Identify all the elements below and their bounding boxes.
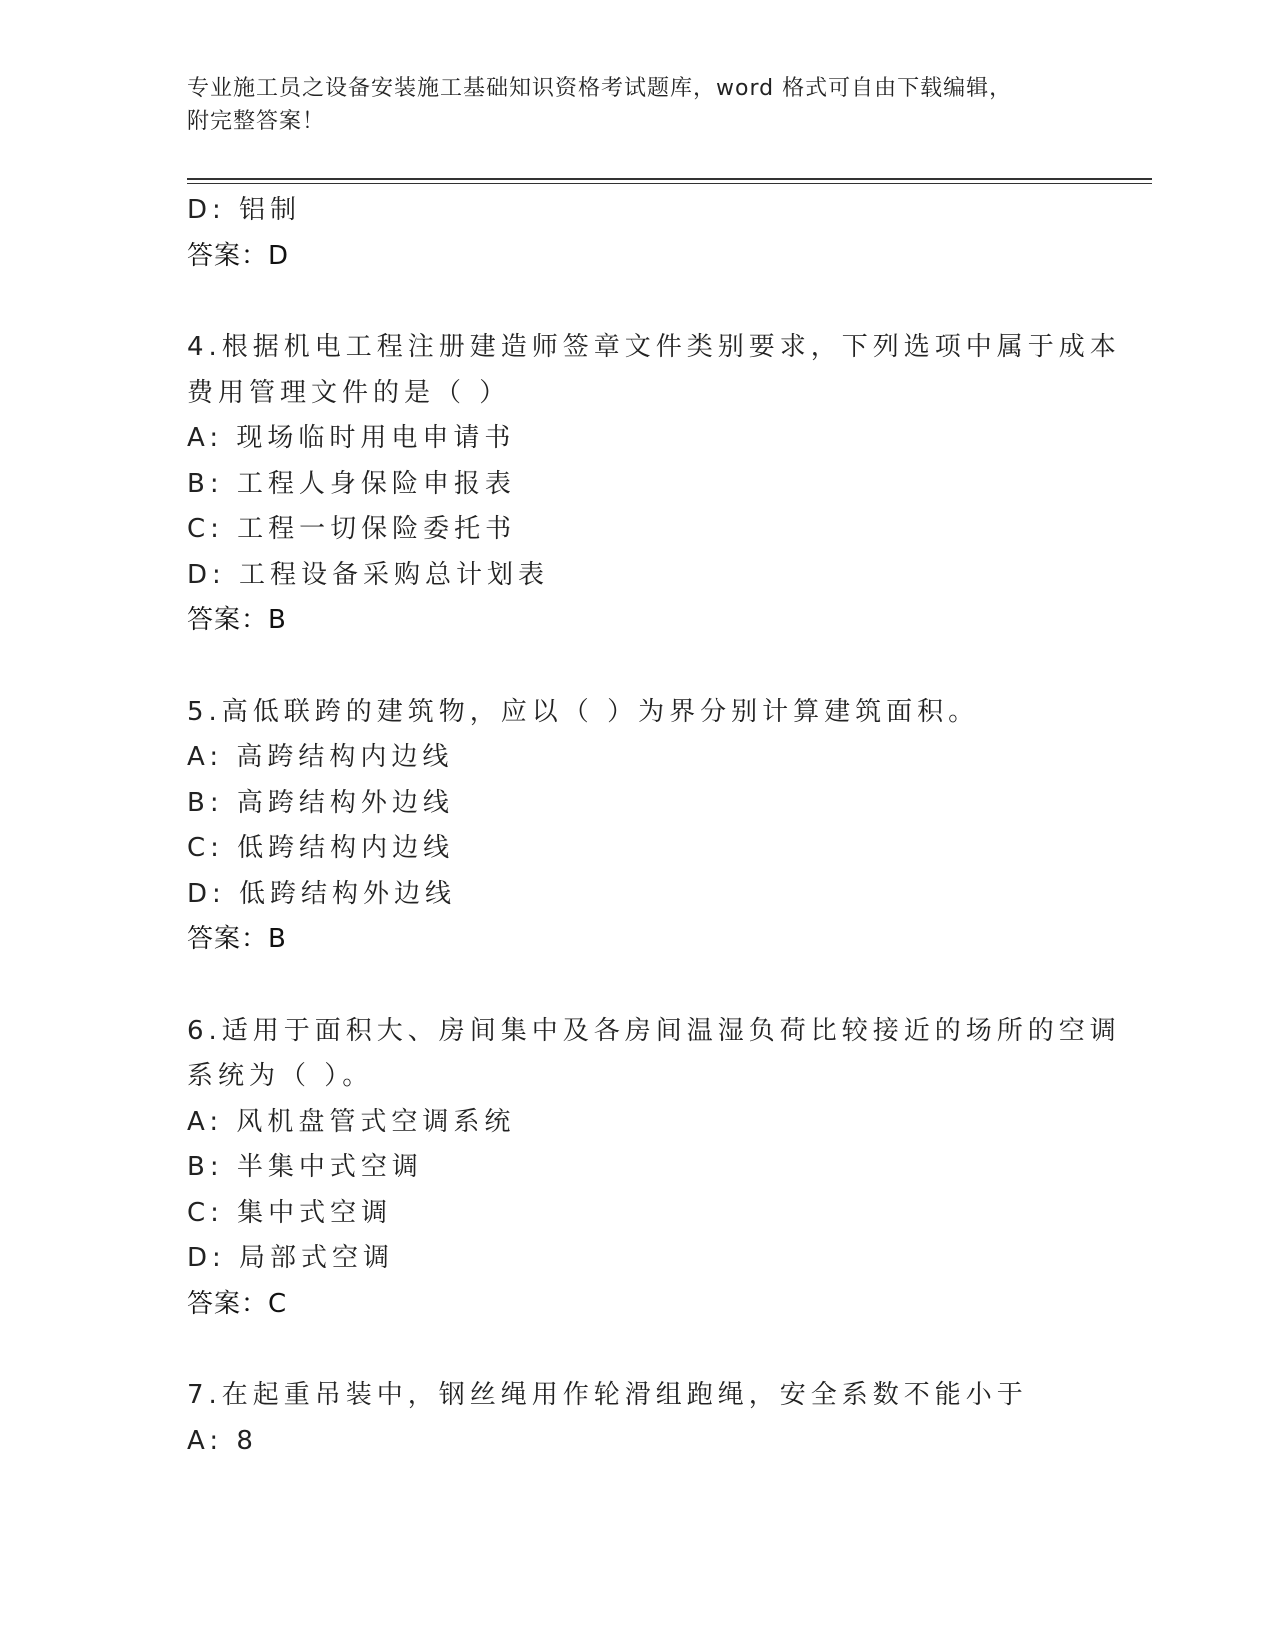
header-divider-thin — [187, 183, 1152, 184]
document-body — [187, 188, 1152, 1464]
option-a: A: 风机盘管式空调系统 — [187, 1106, 516, 1137]
option-b: B: 半集中式空调 — [187, 1152, 423, 1182]
option-c: C: 集中式空调 — [187, 1197, 393, 1228]
option-d: D: 工程设备采购总计划表 — [187, 559, 550, 590]
question-stem: 5.高低联跨的建筑物，应以（ ）为界分别计算建筑面积。 — [187, 696, 980, 727]
question-block — [187, 1373, 1152, 1464]
header-line-2: 附完整答案！ — [187, 109, 326, 134]
header-divider-thick — [187, 178, 1152, 180]
option-d: D: 铝制 — [187, 195, 302, 225]
option-d: D: 低跨结构外边线 — [187, 878, 457, 909]
option-b: B: 工程人身保险申报表 — [187, 468, 516, 499]
spacer — [187, 644, 1152, 690]
question-stem: 系统为（ ）。 — [187, 1061, 374, 1091]
option-a: A: 高跨结构内边线 — [187, 742, 454, 772]
question-block — [187, 325, 1152, 644]
question-block — [187, 690, 1152, 963]
option-c: C: 低跨结构内边线 — [187, 833, 455, 863]
question-block — [187, 1009, 1152, 1328]
option-d: D: 局部式空调 — [187, 1243, 395, 1273]
option-a: A: 8 — [187, 1425, 258, 1456]
document-header — [187, 72, 1087, 138]
answer-line: 答案：D — [187, 240, 290, 271]
question-stem: 4.根据机电工程注册建造师签章文件类别要求，下列选项中属于成本 — [187, 332, 1121, 362]
option-a: A: 现场临时用电申请书 — [187, 423, 516, 453]
question-stem: 费用管理文件的是（ ） — [187, 377, 511, 408]
spacer — [187, 279, 1152, 325]
question-stem: 6.适用于面积大、房间集中及各房间温湿负荷比较接近的场所的空调 — [187, 1015, 1121, 1046]
option-c: C: 工程一切保险委托书 — [187, 514, 517, 544]
answer-line: 答案：B — [187, 924, 287, 954]
option-b: B: 高跨结构外边线 — [187, 787, 454, 818]
header-line-1: 专业施工员之设备安装施工基础知识资格考试题库，word 格式可自由下载编辑， — [187, 76, 1013, 101]
answer-line: 答案：B — [187, 605, 287, 635]
spacer — [187, 963, 1152, 1009]
answer-line: 答案：C — [187, 1288, 288, 1319]
spacer — [187, 1327, 1152, 1373]
question-stem: 7.在起重吊装中，钢丝绳用作轮滑组跑绳，安全系数不能小于 — [187, 1380, 1028, 1410]
